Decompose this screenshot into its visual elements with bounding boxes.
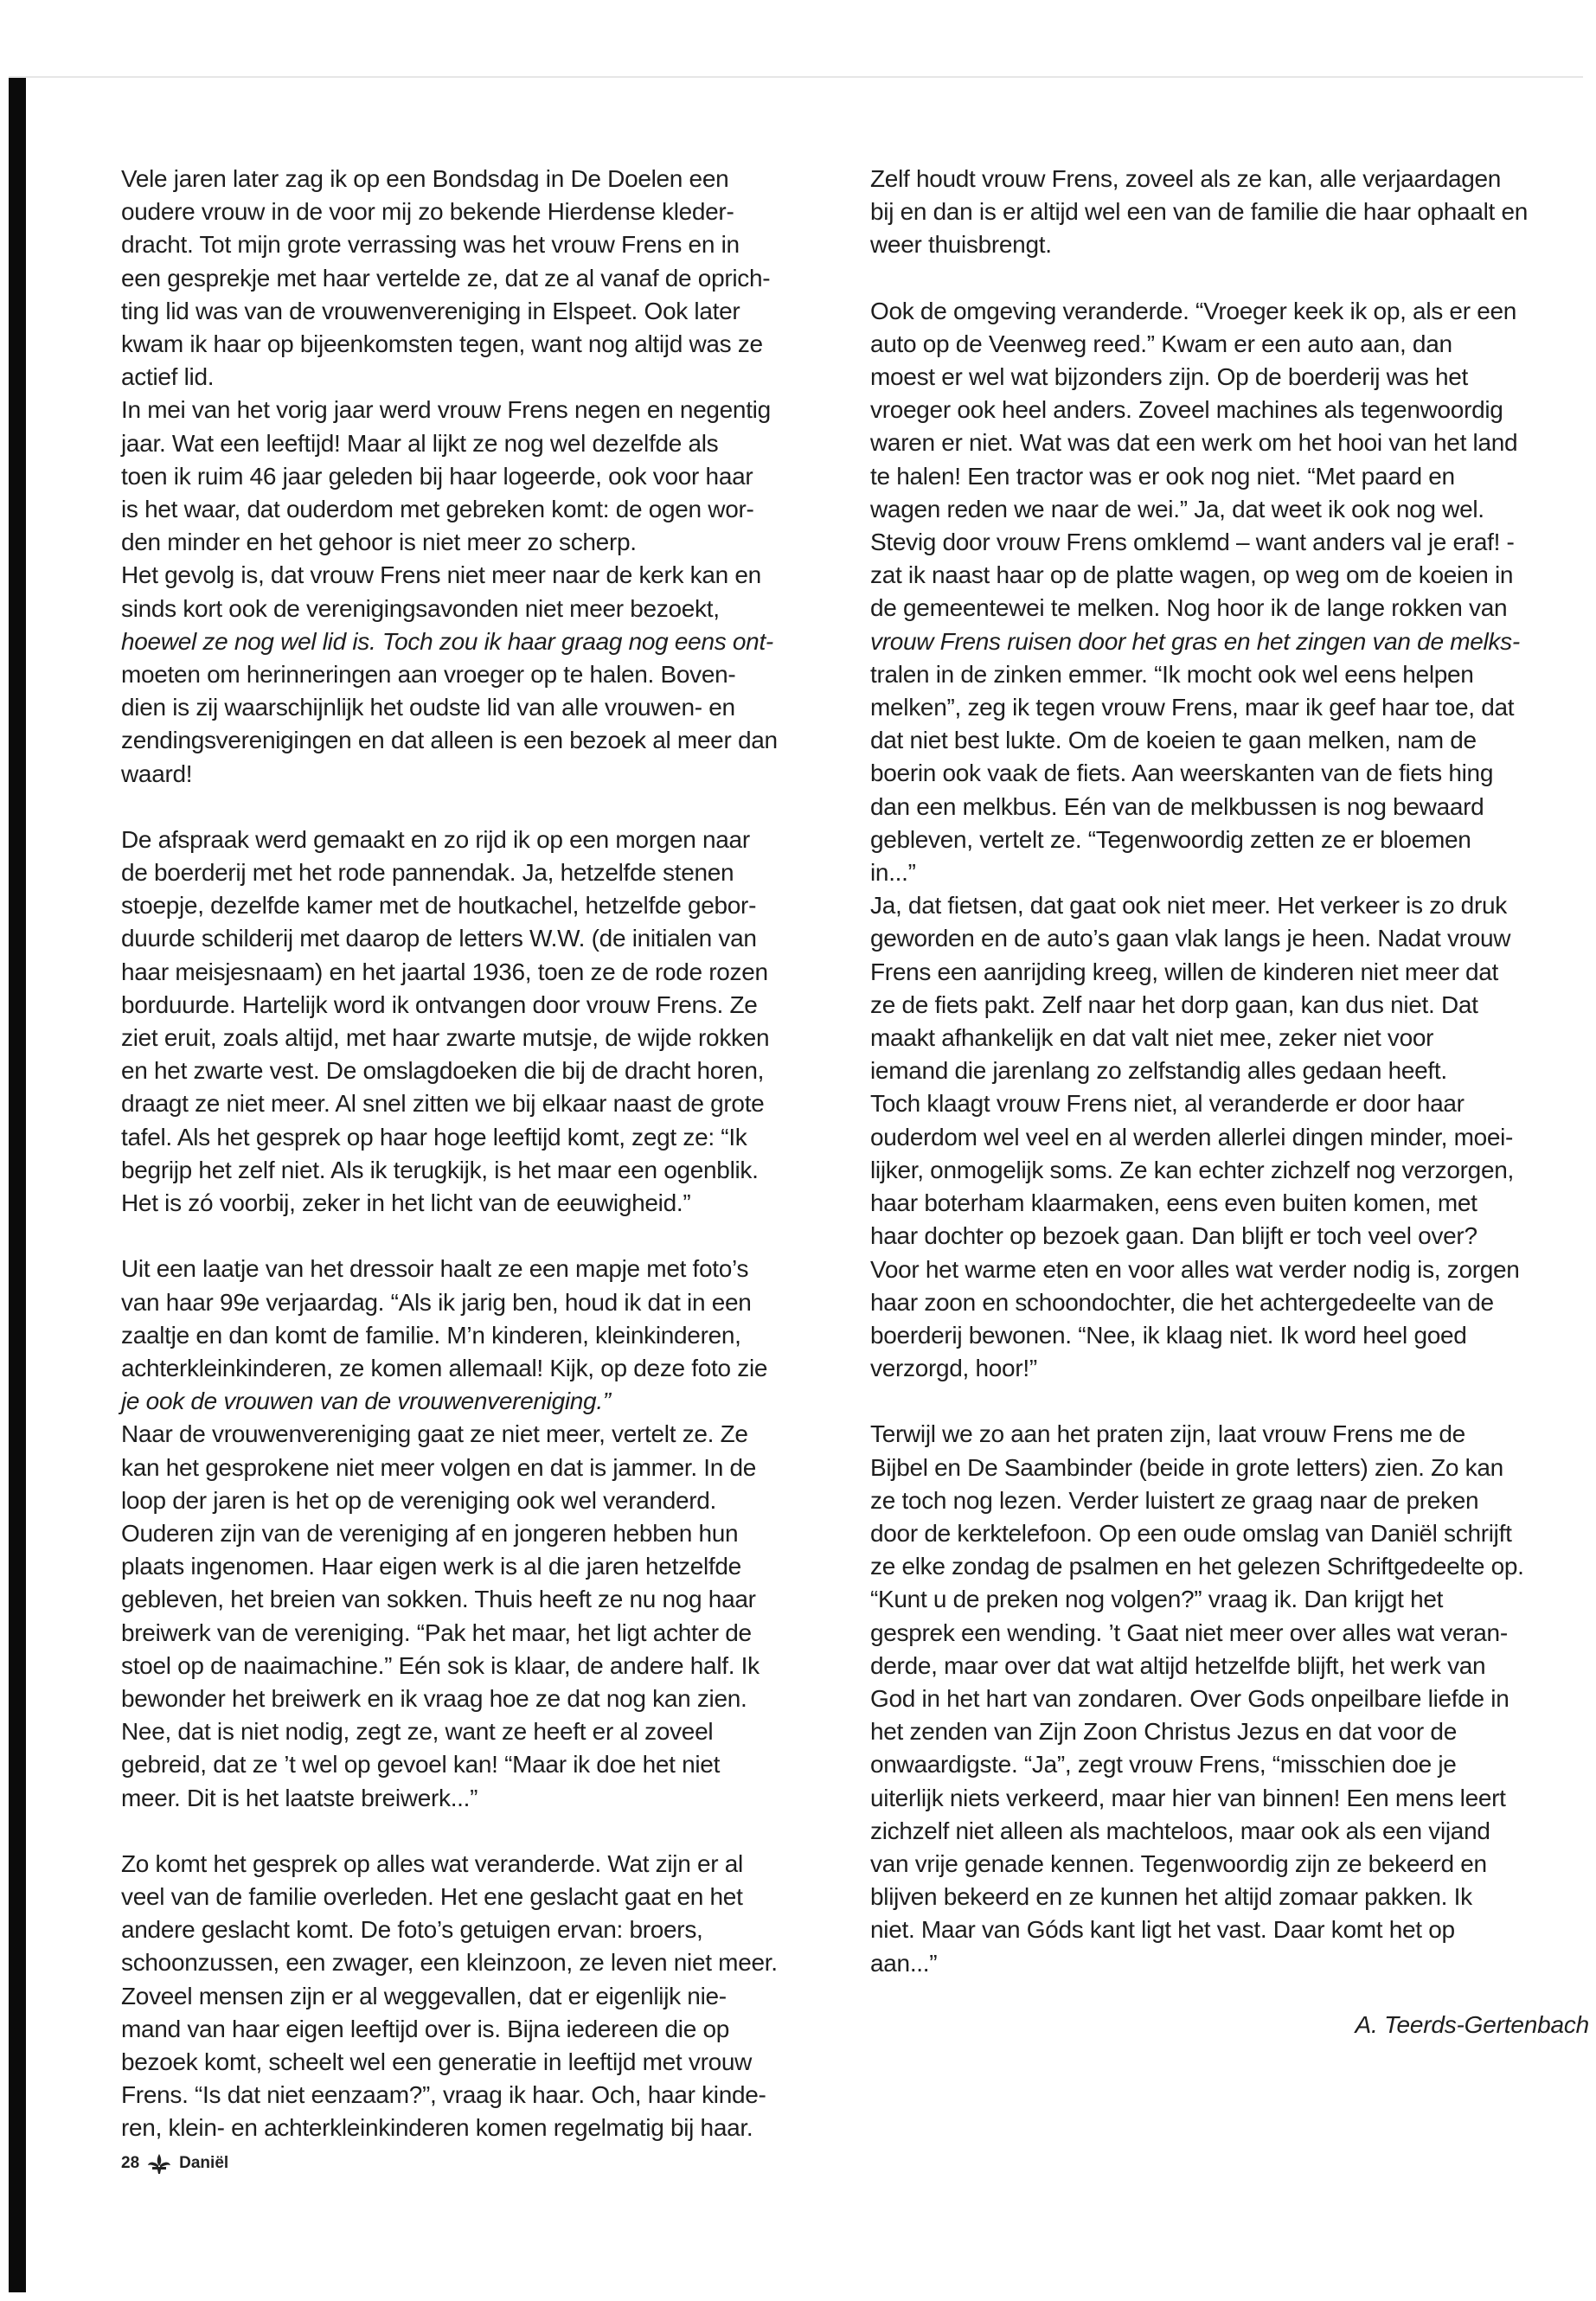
- text-line: gebreid, dat ze ’t wel op gevoel kan! “Maar ik doe het niet: [121, 1751, 721, 1779]
- page-number: 28: [121, 2154, 140, 2172]
- text-line: draagt ze niet meer. Al snel zitten we bij elkaar naast de grote: [121, 1090, 765, 1118]
- text-line: uiterlijk niets verkeerd, maar hier van binnen! Een mens leert: [870, 1784, 1506, 1811]
- text-line: derde, maar over dat wat altijd hetzelfde blijft, het werk van: [870, 1651, 1486, 1679]
- text-line: loop der jaren is het op de vereniging ook wel veranderd.: [121, 1486, 717, 1514]
- text-line: je ook de vrouwen van de vrouwenvereniging.”: [121, 1388, 611, 1415]
- text-line: ren, klein- en achterkleinkinderen komen regelmatig bij haar.: [121, 2114, 753, 2142]
- text-line: stoel op de naaimachine.” Eén sok is klaar, de andere half. Ik: [121, 1651, 760, 1679]
- text-line: Het is zó voorbij, zeker in het licht van de eeuwigheid.”: [121, 1189, 691, 1217]
- text-line: aan...”: [870, 1949, 938, 1977]
- text-line: ting lid was van de vrouwenvereniging in Elspeet. Ook later: [121, 297, 740, 324]
- paragraph: [870, 163, 1592, 262]
- text-line: lijker, onmogelijk soms. Ze kan echter zichzelf nog verzorgen,: [870, 1156, 1514, 1183]
- paragraph-gap: [121, 791, 846, 824]
- text-line: weer thuisbrengt.: [870, 231, 1052, 259]
- text-line: door de kerktelefoon. Op een oude omslag van Daniël schrijft: [870, 1519, 1512, 1547]
- text-line: Uit een laatje van het dressoir haalt ze een mapje met foto’s: [121, 1255, 749, 1283]
- text-line: hoewel ze nog wel lid is. Toch zou ik haar graag nog eens ont-: [121, 627, 773, 655]
- text-line: Zelf houdt vrouw Frens, zoveel als ze kan, alle verjaardagen: [870, 165, 1502, 192]
- scan-left-edge: [9, 78, 26, 2292]
- text-line: en het zwarte vest. De omslagdoeken die bij de dracht horen,: [121, 1057, 765, 1085]
- text-line: zaaltje en dan komt de familie. M’n kinderen, kleinkinderen,: [121, 1321, 741, 1349]
- article-right-column: [870, 163, 1592, 1980]
- text-line: geworden en de auto’s gaan vlak langs je heen. Nadat vrouw: [870, 925, 1511, 952]
- paragraph: [870, 1418, 1592, 1979]
- text-line: den minder en het gehoor is niet meer zo scherp.: [121, 529, 637, 556]
- text-line: mand van haar eigen leeftijd over is. Bijna iedereen die op: [121, 2015, 729, 2042]
- text-line: boerin ook vaak de fiets. Aan weerskanten van de fiets hing: [870, 760, 1494, 787]
- text-line: ziet eruit, zoals altijd, met haar zwarte mutsje, de wijde rokken: [121, 1024, 770, 1052]
- text-line: haar boterham klaarmaken, eens even buiten komen, met: [870, 1189, 1477, 1217]
- text-line: Toch klaagt vrouw Frens niet, al veranderde er door haar: [870, 1090, 1465, 1118]
- text-line: wagen reden we naar de wei.” Ja, dat weet ik ook nog wel.: [870, 495, 1484, 522]
- text-line: stoepje, dezelfde kamer met de houtkachel, hetzelfde gebor-: [121, 892, 757, 920]
- paragraph-gap: [870, 262, 1592, 295]
- text-line: onwaardigste. “Ja”, zegt vrouw Frens, “misschien doe je: [870, 1751, 1457, 1779]
- text-line: toen ik ruim 46 jaar geleden bij haar logeerde, ook voor haar: [121, 462, 753, 490]
- text-line: verzorgd, hoor!”: [870, 1355, 1037, 1382]
- text-line: sinds kort ook de verenigingsavonden niet meer bezoekt,: [121, 594, 720, 622]
- text-line: Het gevolg is, dat vrouw Frens niet meer naar de kerk kan en: [121, 561, 761, 589]
- text-line: Nee, dat is niet nodig, zegt ze, want ze heeft er al zoveel: [121, 1718, 714, 1746]
- text-line: andere geslacht komt. De foto’s getuigen ervan: broers,: [121, 1916, 703, 1944]
- text-line: de boerderij met het rode pannendak. Ja, hetzelfde stenen: [121, 859, 734, 887]
- text-line: Ouderen zijn van de vereniging af en jongeren hebben hun: [121, 1519, 739, 1547]
- text-line: is het waar, dat ouderdom met gebreken komt: de ogen wor-: [121, 496, 754, 523]
- text-line: moeten om herinneringen aan vroeger op te halen. Boven-: [121, 661, 736, 689]
- text-line: dat niet best lukte. Om de koeien te gaan melken, nam de: [870, 727, 1477, 754]
- text-line: dien is zij waarschijnlijk het oudste lid van alle vrouwen- en: [121, 694, 735, 721]
- text-line: “Kunt u de preken nog volgen?” vraag ik. Dan krijgt het: [870, 1586, 1444, 1613]
- text-line: haar dochter op bezoek gaan. Dan blijft er toch veel over?: [870, 1222, 1477, 1250]
- text-line: plaats ingenomen. Haar eigen werk is al die jaren hetzelfde: [121, 1553, 741, 1580]
- page-footer: [121, 2150, 228, 2177]
- text-line: melken”, zeg ik tegen vrouw Frens, maar ik geef haar toe, dat: [870, 694, 1515, 721]
- text-line: schoonzussen, een zwager, een kleinzoon, ze leven niet meer.: [121, 1949, 778, 1977]
- text-line: blijven bekeerd en ze kunnen het altijd zomaar pakken. Ik: [870, 1883, 1472, 1911]
- text-line: Frens. “Is dat niet eenzaam?”, vraag ik haar. Och, haar kinde-: [121, 2081, 766, 2109]
- text-line: borduurde. Hartelijk word ik ontvangen door vrouw Frens. Ze: [121, 990, 758, 1018]
- text-line: Voor het warme eten en voor alles wat verder nodig is, zorgen: [870, 1255, 1520, 1283]
- text-line: Ook de omgeving veranderde. “Vroeger keek ik op, als er een: [870, 297, 1517, 324]
- text-line: iemand die jarenlang zo zelfstandig alles gedaan heeft.: [870, 1057, 1447, 1085]
- text-line: tafel. Als het gesprek op haar hoge leeftijd komt, zegt ze: “Ik: [121, 1123, 747, 1150]
- text-line: ze elke zondag de psalmen en het gelezen Schriftgedeelte op.: [870, 1553, 1524, 1580]
- paragraph-gap: [121, 1220, 846, 1253]
- text-line: moest er wel wat bijzonders zijn. Op de boerderij was het: [870, 363, 1469, 391]
- text-line: achterkleinkinderen, ze komen allemaal! Kijk, op deze foto zie: [121, 1354, 768, 1381]
- scan-top-edge: [9, 76, 1583, 78]
- text-line: In mei van het vorig jaar werd vrouw Frens negen en negentig: [121, 396, 771, 424]
- text-line: Terwijl we zo aan het praten zijn, laat vrouw Frens me de: [870, 1420, 1465, 1448]
- text-line: bezoek komt, scheelt wel een generatie in leeftijd met vrouw: [121, 2048, 753, 2075]
- text-line: Bijbel en De Saambinder (beide in grote letters) zien. Zo kan: [870, 1453, 1503, 1481]
- text-line: meer. Dit is het laatste breiwerk...”: [121, 1784, 478, 1811]
- text-line: vroeger ook heel anders. Zoveel machines als tegenwoordig: [870, 396, 1503, 424]
- text-line: ze de fiets pakt. Zelf naar het dorp gaan, kan dus niet. Dat: [870, 990, 1478, 1018]
- text-line: van haar 99e verjaardag. “Als ik jarig ben, houd ik dat in een: [121, 1288, 752, 1316]
- text-line: actief lid.: [121, 363, 215, 391]
- text-line: van vrije genade kennen. Tegenwoordig zijn ze bekeerd en: [870, 1849, 1487, 1877]
- text-line: de gemeentewei te melken. Nog hoor ik de lange rokken van: [870, 594, 1508, 622]
- text-line: De afspraak werd gemaakt en zo rijd ik op een morgen naar: [121, 825, 750, 853]
- article-left-column: [121, 163, 846, 2145]
- text-line: kwam ik haar op bijeenkomsten tegen, want nog altijd was ze: [121, 330, 763, 358]
- paragraph: [870, 295, 1592, 1386]
- paragraph: [121, 824, 846, 1220]
- text-line: dan een melkbus. Eén van de melkbussen is nog bewaard: [870, 792, 1484, 820]
- text-line: waren er niet. Wat was dat een werk om het hooi van het land: [870, 429, 1518, 457]
- text-line: in...”: [870, 859, 916, 887]
- text-line: gesprek een wending. ’t Gaat niet meer over alles wat veran-: [870, 1618, 1508, 1646]
- text-line: Zoveel mensen zijn er al weggevallen, dat er eigenlijk nie-: [121, 1982, 727, 2009]
- text-line: ouderdom wel veel en al werden allerlei dingen minder, moei-: [870, 1123, 1514, 1150]
- magazine-name: Daniël: [179, 2154, 229, 2172]
- text-line: Vele jaren later zag ik op een Bondsdag in De Doelen een: [121, 165, 729, 192]
- author-signature: A. Teerds-Gertenbach: [1355, 2011, 1589, 2038]
- text-line: te halen! Een tractor was er ook nog niet. “Met paard en: [870, 462, 1455, 490]
- text-line: Stevig door vrouw Frens omklemd – want anders val je eraf! -: [870, 529, 1515, 556]
- text-line: ze toch nog lezen. Verder luistert ze graag naar de preken: [870, 1486, 1479, 1514]
- paragraph: [121, 163, 846, 791]
- text-line: kan het gesprokene niet meer volgen en dat is jammer. In de: [121, 1453, 757, 1481]
- text-line: Frens een aanrijding kreeg, willen de kinderen niet meer dat: [870, 958, 1498, 985]
- text-line: tralen in de zinken emmer. “Ik mocht ook wel eens helpen: [870, 660, 1474, 688]
- text-line: bewonder het breiwerk en ik vraag hoe ze dat nog kan zien.: [121, 1684, 747, 1712]
- fleur-icon: [146, 2152, 172, 2175]
- text-line: niet. Maar van Góds kant ligt het vast. Daar komt het op: [870, 1916, 1455, 1944]
- text-line: maakt afhankelijk en dat valt niet mee, zeker niet voor: [870, 1024, 1434, 1052]
- text-line: dracht. Tot mijn grote verrassing was het vrouw Frens en in: [121, 231, 740, 259]
- text-line: het zenden van Zijn Zoon Christus Jezus en dat voor de: [870, 1718, 1457, 1746]
- text-line: zichzelf niet alleen als machteloos, maar ook als een vijand: [870, 1817, 1490, 1844]
- text-line: waard!: [121, 760, 193, 787]
- text-line: duurde schilderij met daarop de letters W.W. (de initialen van: [121, 925, 757, 952]
- text-line: zat ik naast haar op de platte wagen, op weg om de koeien in: [870, 561, 1514, 589]
- text-line: vrouw Frens ruisen door het gras en het zingen van de melks-: [870, 627, 1520, 655]
- text-line: breiwerk van de vereniging. “Pak het maar, het ligt achter de: [121, 1618, 752, 1646]
- text-line: haar meisjesnaam) en het jaartal 1936, toen ze de rode rozen: [121, 958, 768, 985]
- text-line: haar zoon en schoondochter, die het achtergedeelte van de: [870, 1288, 1494, 1316]
- text-line: God in het hart van zondaren. Over Gods onpeilbare liefde in: [870, 1684, 1509, 1712]
- paragraph: [121, 1848, 846, 2145]
- text-line: Zo komt het gesprek op alles wat veranderde. Wat zijn er al: [121, 1849, 743, 1877]
- text-line: boerderij bewonen. “Nee, ik klaag niet. Ik word heel goed: [870, 1321, 1467, 1349]
- text-line: bij en dan is er altijd wel een van de familie die haar ophaalt en: [870, 198, 1529, 226]
- text-line: auto op de Veenweg reed.” Kwam er een auto aan, dan: [870, 330, 1452, 357]
- text-line: jaar. Wat een leeftijd! Maar al lijkt ze nog wel dezelfde als: [121, 429, 719, 457]
- text-line: gebleven, het breien van sokken. Thuis heeft ze nu nog haar: [121, 1586, 756, 1613]
- text-line: Ja, dat fietsen, dat gaat ook niet meer. Het verkeer is zo druk: [870, 892, 1507, 920]
- text-line: zendingsverenigingen en dat alleen is een bezoek al meer dan: [121, 727, 778, 754]
- text-line: een gesprekje met haar vertelde ze, dat ze al vanaf de oprich-: [121, 264, 771, 292]
- text-line: veel van de familie overleden. Het ene geslacht gaat en het: [121, 1882, 743, 1910]
- text-line: oudere vrouw in de voor mij zo bekende Hierdense kleder-: [121, 198, 734, 226]
- paragraph-gap: [121, 1815, 846, 1848]
- paragraph-gap: [870, 1385, 1592, 1418]
- text-line: Naar de vrouwenvereniging gaat ze niet meer, vertelt ze. Ze: [121, 1420, 748, 1448]
- text-line: begrijp het zelf niet. Als ik terugkijk, is het maar een ogenblik.: [121, 1156, 759, 1183]
- paragraph: [121, 1253, 846, 1814]
- text-line: gebleven, vertelt ze. “Tegenwoordig zetten ze er bloemen: [870, 825, 1471, 853]
